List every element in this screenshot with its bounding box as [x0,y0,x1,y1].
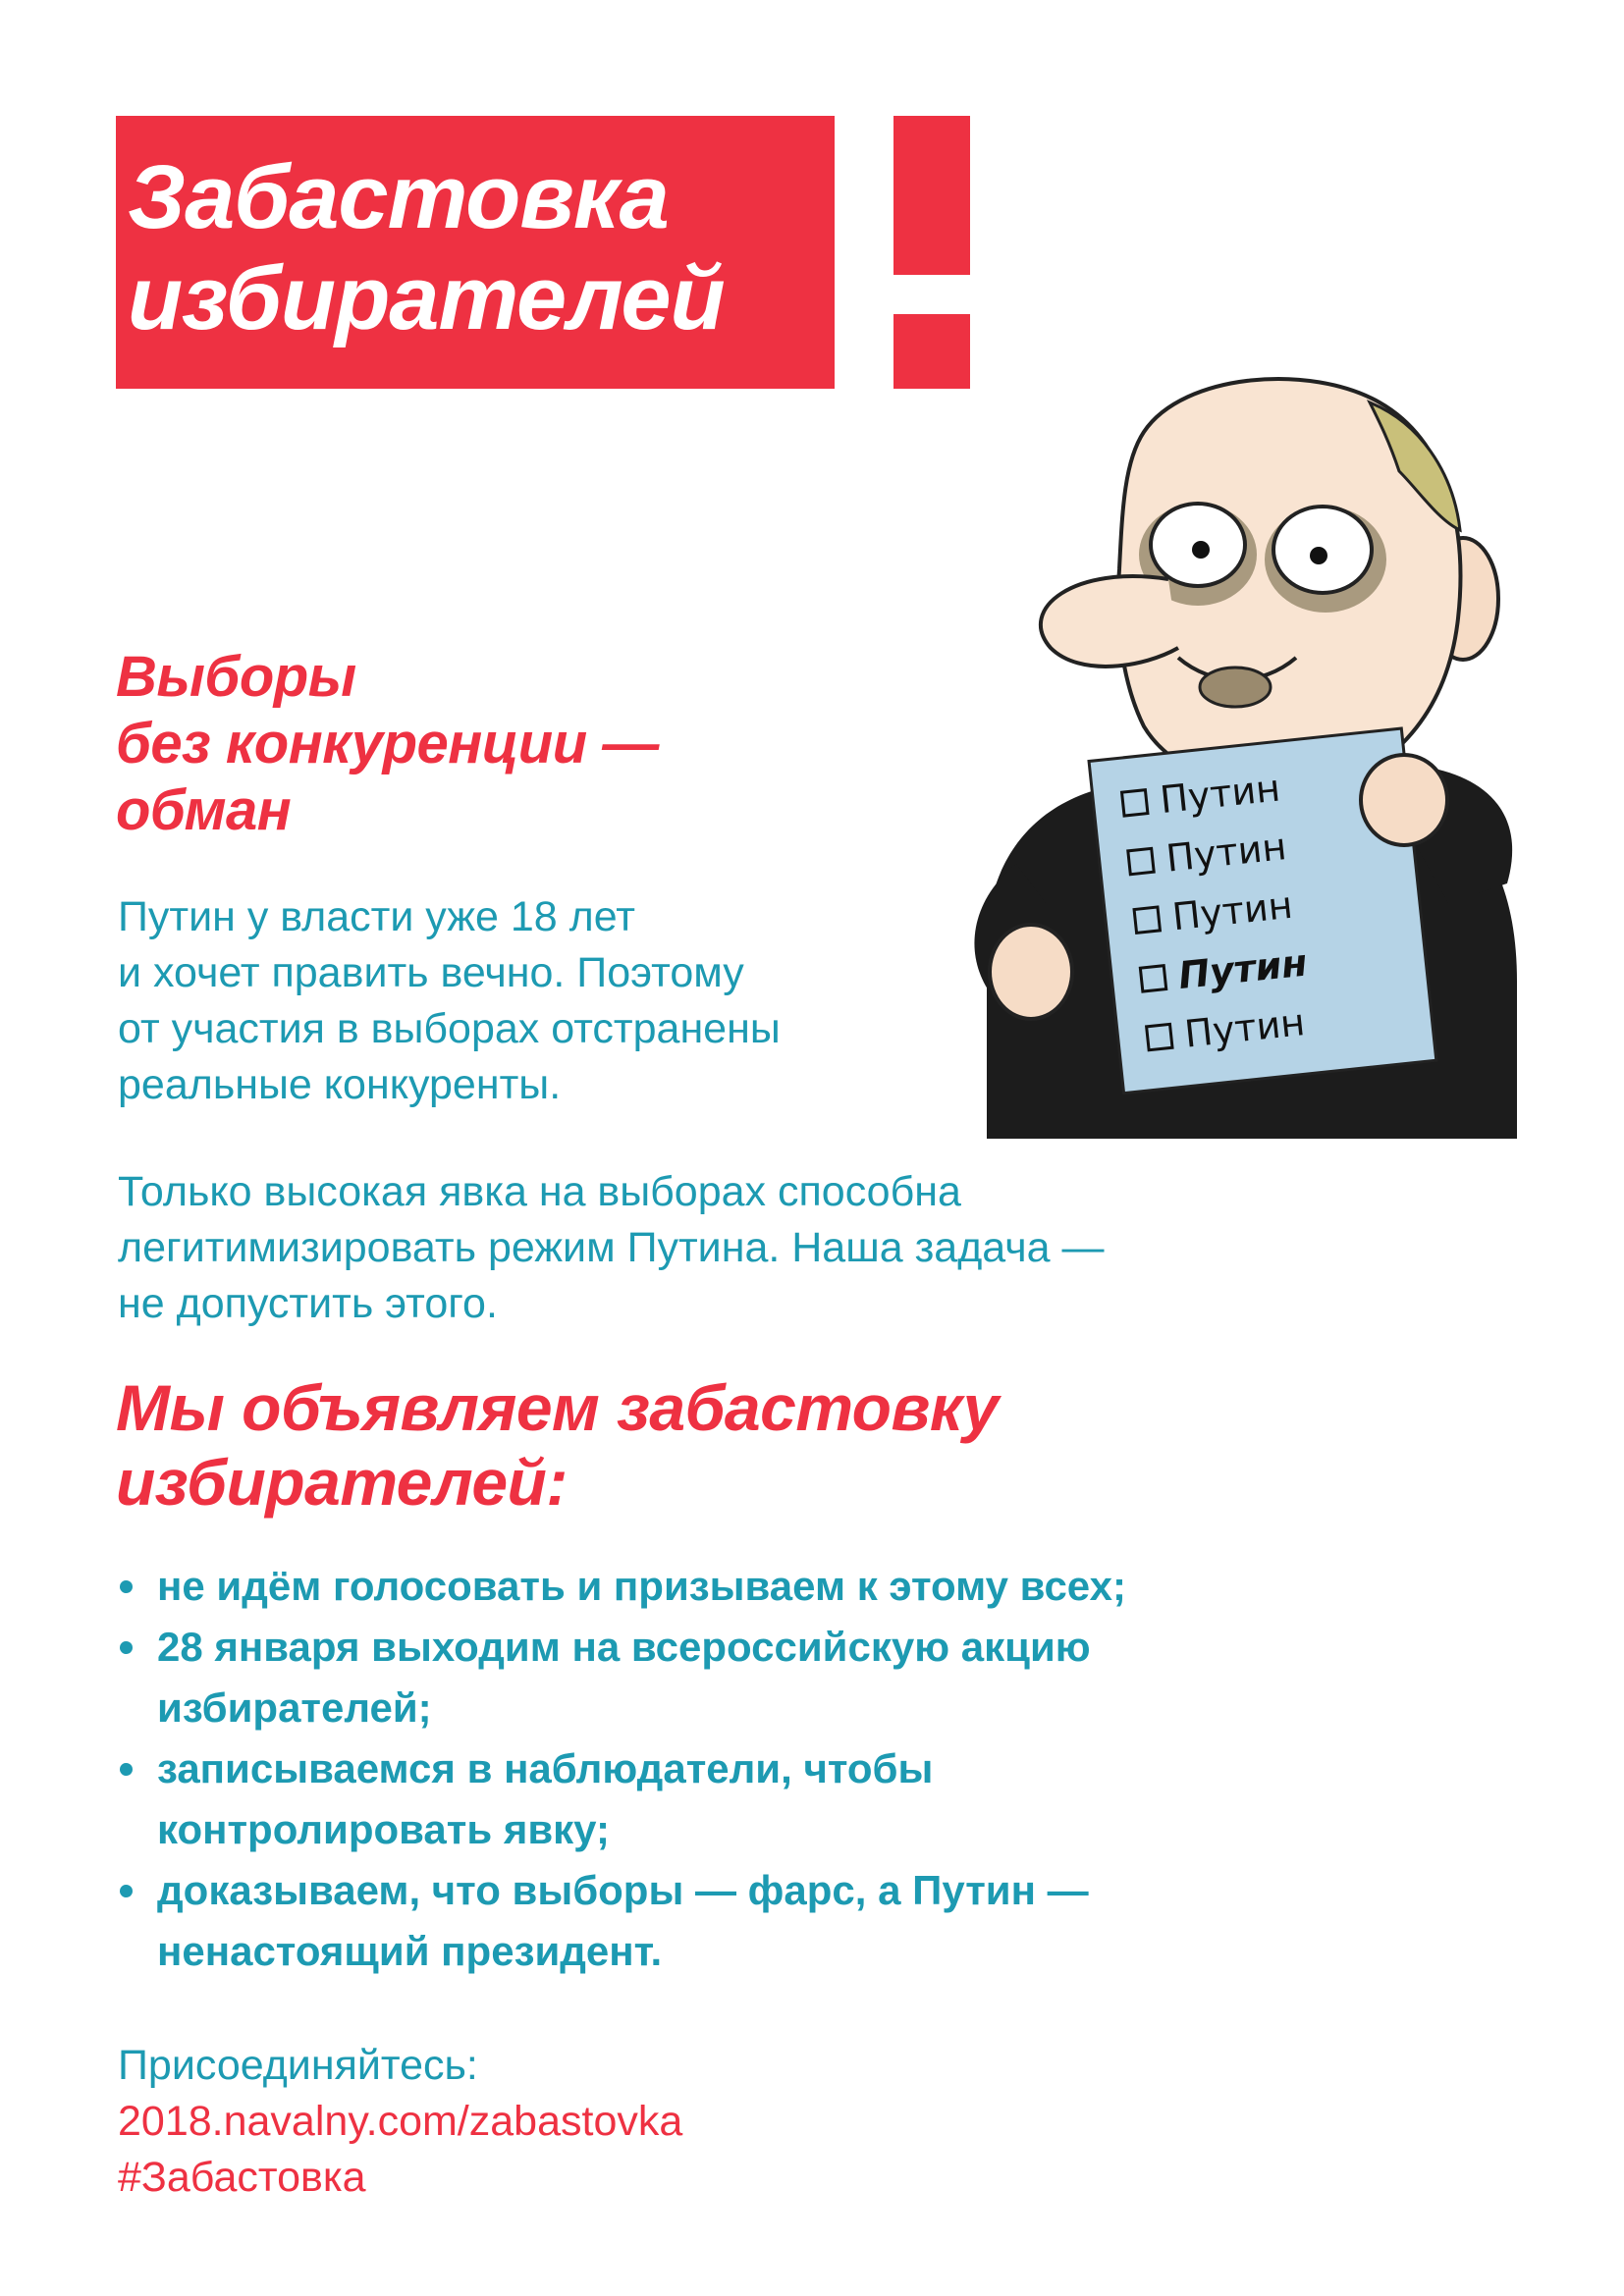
list-item [116,1860,1392,1982]
ballot-row-5: Путин [1182,1000,1308,1056]
ballot-row-1: Путин [1158,766,1282,823]
paragraph-line: от участия в выборах отстранены [118,1005,781,1052]
join-label: Присоединяйтесь: [118,2042,478,2089]
intro-heading-line: без конкуренции — [116,712,659,775]
list-item [116,1617,1392,1738]
paragraph-line: не допустить этого. [118,1280,498,1327]
exclamation-logo-bar [893,116,970,275]
list-item-text: доказываем, что выборы — фарс, а Путин — [157,1867,1089,1913]
footer [118,2038,1001,2206]
strike-action-list [116,1556,1392,1982]
list-item-text: контролировать явку; [157,1806,610,1852]
list-item-text: записываемся в наблюдатели, чтобы [157,1745,934,1791]
cartoon-right-hand [1361,755,1447,845]
paragraph-line: реальные конкуренты. [118,1061,562,1108]
list-item [116,1556,1392,1617]
paragraph-line: и хочет править вечно. Поэтому [118,949,744,996]
bullet-dot-icon [120,1885,133,1897]
title-line-1: Забастовка [128,147,669,247]
strike-heading-line: избирателей: [116,1446,568,1519]
intro-heading-line: Выборы [116,645,356,709]
ballot-row-4: Путин [1176,940,1310,998]
list-item-text: избирателей; [157,1684,432,1731]
list-item-text: не идём голосовать и призываем к этому всех; [157,1563,1126,1609]
page-title [128,147,835,349]
intro-heading-line: обман [116,778,292,842]
strike-heading [116,1370,1392,1520]
ballot-row-2: Путин [1164,825,1289,881]
campaign-url-link[interactable]: 2018.navalny.com/zabastovka [118,2098,683,2145]
ballot-row-3: Путин [1169,882,1295,939]
intro-heading [116,644,921,844]
title-line-2: избирателей [128,248,725,348]
bullet-dot-icon [120,1763,133,1776]
paragraph-line: Только высокая явка на выборах способна [118,1168,961,1215]
strike-heading-line: Мы объявляем забастовку [116,1371,999,1444]
intro-paragraph-2 [118,1164,1316,1332]
bullet-dot-icon [120,1580,133,1593]
paragraph-line: Путин у власти уже 18 лет [118,893,635,940]
paragraph-line: легитимизировать режим Путина. Наша задача — [118,1224,1105,1271]
cartoon-nose [1041,576,1178,667]
list-item-text: ненастоящий президент. [157,1928,663,1974]
hashtag: #Забастовка [118,2154,366,2201]
intro-paragraph-1 [118,889,1316,1113]
list-item-text: 28 января выходим на всероссийскую акцию [157,1624,1091,1670]
bullet-dot-icon [120,1641,133,1654]
list-item [116,1738,1392,1860]
